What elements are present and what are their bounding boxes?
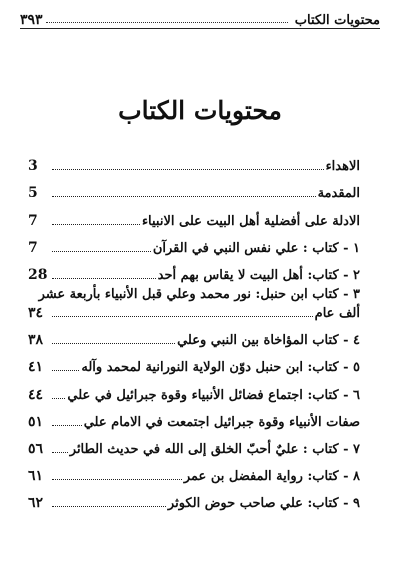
toc-entry-label: ٦ - كتاب: اجتماع فضائل الأنبياء وقوة جبرائيل في علي	[67, 387, 360, 403]
toc-entry-page: 5	[28, 185, 38, 202]
header-page-number: ٣٩٣	[20, 12, 43, 28]
leader-dots	[52, 278, 156, 279]
toc-entry-page: ٥٦	[28, 440, 44, 457]
toc-entry-label: ٥ - كتاب: ابن حنبل دوّن الولاية النورانية لمحمد وآله	[81, 360, 360, 376]
toc-entry-label: ٤ - كتاب المؤاخاة بين النبي وعلي	[177, 333, 360, 349]
toc-entry	[28, 460, 360, 487]
toc-entry	[28, 204, 360, 231]
toc-entry-page: 28	[28, 266, 48, 283]
header-leader-dots	[46, 22, 288, 23]
leader-dots	[52, 316, 313, 317]
toc-entry-label-line1: ٣ - كتاب ابن حنبل: نور محمد وعلي قبل الأنبياء بأربعة عشر	[38, 286, 360, 302]
toc-entry-page: ٦١	[28, 468, 44, 485]
toc-entry	[28, 487, 360, 514]
toc-entry	[28, 150, 360, 177]
header-title: محتويات الكتاب	[294, 13, 380, 28]
toc-entry-label: ٢ - كتاب: أهل البيت لا يقاس بهم أحد	[157, 267, 360, 283]
toc-entry-page: ٤٤	[28, 386, 44, 403]
leader-dots	[52, 224, 140, 225]
toc-entry-page: 7	[28, 212, 38, 229]
toc-entry-label: ٧ - كتاب : عليٌ أحبّ الخلق إلى الله في حديث الطائر	[69, 441, 360, 457]
leader-dots	[52, 452, 68, 453]
toc-entry-label: الادلة على أفضلية أهل البيت على الانبياء	[141, 213, 360, 229]
toc-entry-label: ١ - كتاب : علي نفس النبي في القرآن	[152, 240, 360, 256]
leader-dots	[52, 370, 79, 371]
toc-entry	[28, 378, 360, 405]
toc-entry	[28, 177, 360, 204]
leader-dots	[52, 169, 324, 170]
toc-entry-page: ٦٢	[28, 495, 44, 512]
running-header	[20, 6, 380, 29]
toc-entry-label: المقدمة	[317, 186, 360, 202]
toc-entry-label: ٨ - كتاب: رواية المفضل بن عمر	[183, 469, 360, 485]
page-title: محتويات الكتاب	[118, 96, 282, 125]
toc-entry-page: ٥١	[28, 413, 44, 430]
toc-entry	[28, 286, 360, 324]
toc-entry	[28, 433, 360, 460]
leader-dots	[52, 479, 182, 480]
toc-entry	[28, 232, 360, 259]
toc-entry-label: صفات الأنبياء وقوة جبرائيل اجتمعت في الامام علي	[83, 414, 360, 430]
leader-dots	[52, 425, 82, 426]
toc-entry-label: ألف عام	[314, 305, 360, 321]
leader-dots	[52, 398, 65, 399]
leader-dots	[52, 251, 151, 252]
toc-entry-label: الاهداء	[325, 159, 360, 175]
toc-entry-page: ٤١	[28, 359, 44, 376]
toc-entry-page: ٣٤	[28, 304, 44, 321]
toc-entry	[28, 351, 360, 378]
toc-entry-page: 7	[28, 239, 38, 256]
leader-dots	[52, 506, 166, 507]
toc-entry-label: ٩ - كتاب: علي صاحب حوض الكوثر	[167, 496, 360, 512]
toc-entry	[28, 259, 360, 286]
leader-dots	[52, 343, 175, 344]
toc-entry-page: 3	[28, 158, 38, 175]
toc-entry	[28, 406, 360, 433]
toc-entry-page: ٣٨	[28, 332, 44, 349]
leader-dots	[52, 196, 316, 197]
table-of-contents	[28, 150, 360, 514]
toc-entry	[28, 324, 360, 351]
